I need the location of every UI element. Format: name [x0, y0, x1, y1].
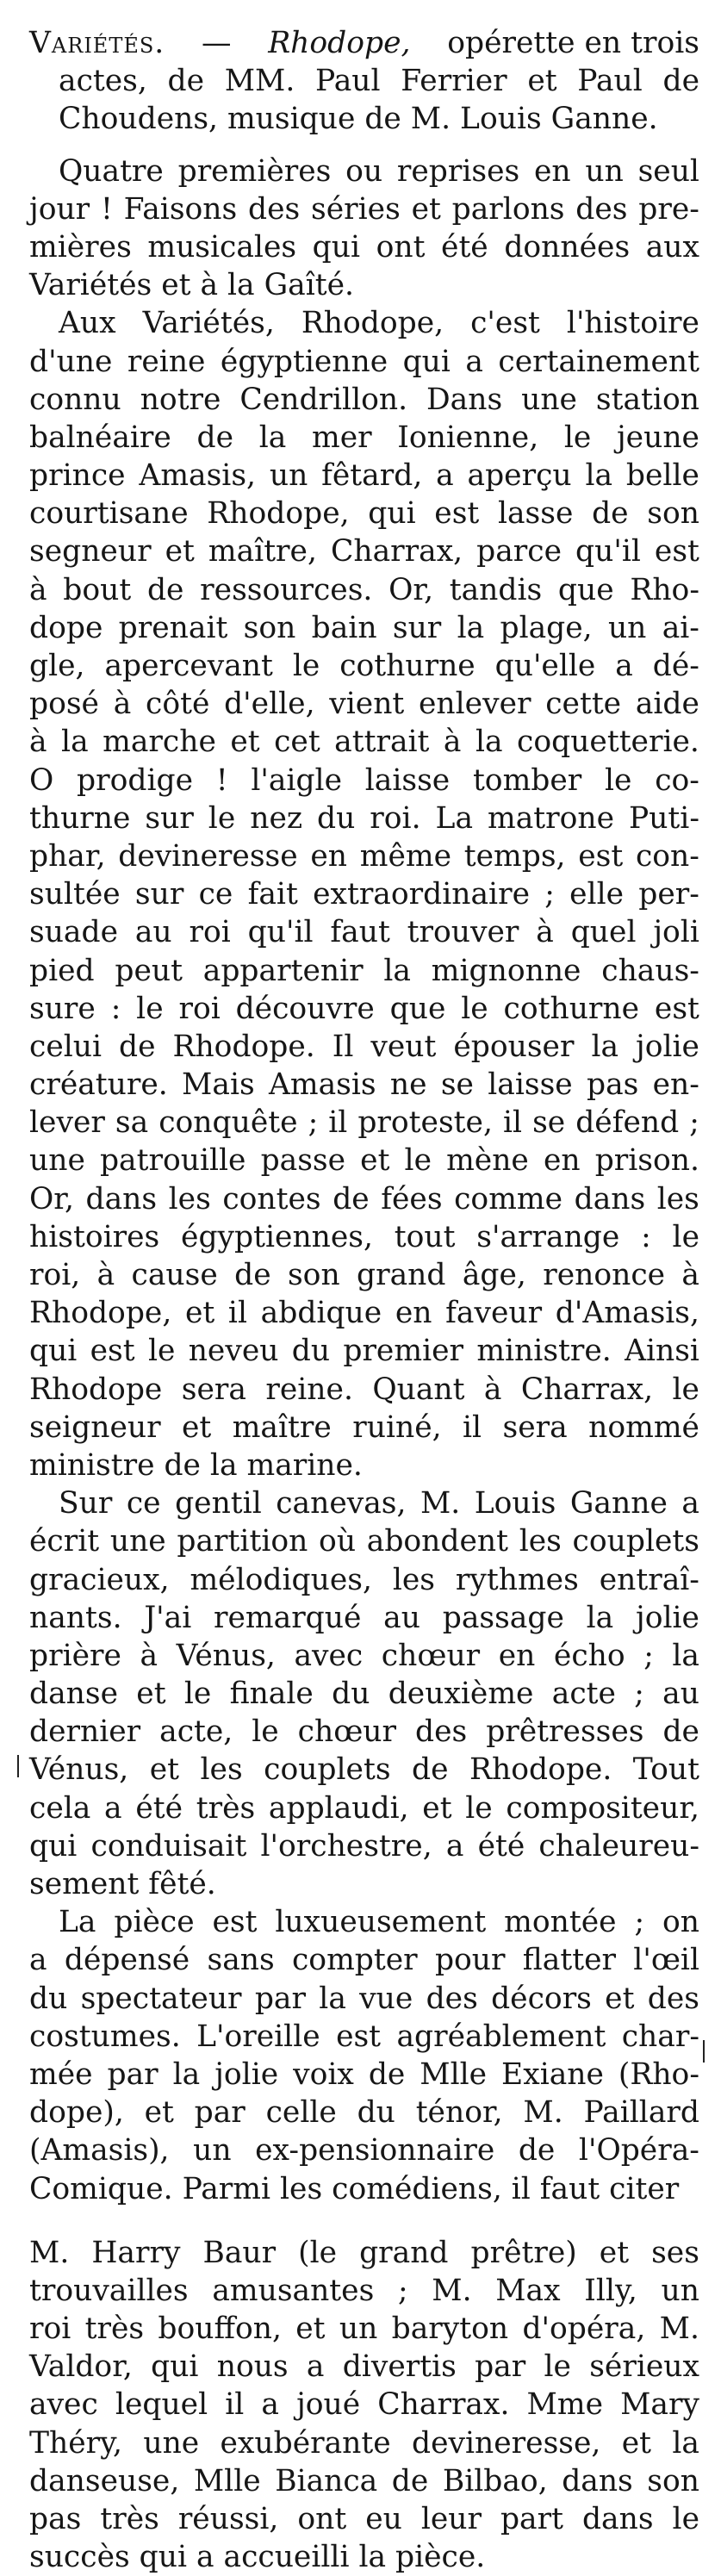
paragraph-4-line-4: costumes. L'oreille est agréablement char- [29, 2019, 699, 2054]
paragraph-2-line-20: celui de Rhodope. Il veut épouser la jolie [29, 1029, 699, 1064]
paragraph-5 [29, 2234, 699, 2576]
paragraph-2-line-27: Rhodope, et il abdique en faveur d'Amasis, [29, 1296, 699, 1331]
paragraph-2-line-1: Aux Variétés, Rhodope, c'est l'histoire [59, 306, 699, 341]
heading-line-2: actes, de MM. Paul Ferrier et Paul de [59, 64, 699, 99]
paragraph-2-line-29: Rhodope sera reine. Quant à Charrax, le [29, 1372, 699, 1407]
paragraph-3-line-5: prière à Vénus, avec chœur en écho ; la [29, 1638, 699, 1673]
paragraph-2-line-5: prince Amasis, un fêtard, a aperçu la belle [29, 458, 699, 494]
paragraph-3-line-1: Sur ce gentil canevas, M. Louis Ganne a [59, 1486, 699, 1521]
paragraph-2-line-7: segneur et maître, Charrax, parce qu'il est [29, 534, 699, 569]
paragraph-2-line-12: à la marche et cet attrait à la coquetterie. [29, 725, 699, 760]
paragraph-2-line-28: qui est le neveu du premier ministre. Ainsi [29, 1334, 699, 1369]
paragraph-5-line-2: trouvailles amusantes ; M. Max Illy, un [29, 2273, 699, 2308]
paragraph-2-line-10: gle, apercevant le cothurne qu'elle a dé- [29, 649, 699, 683]
paragraph-3-line-7: dernier acte, le chœur des prêtresses de [29, 1714, 699, 1750]
paragraph-1-line-2: jour ! Faisons des séries et parlons des pre- [29, 191, 699, 227]
paragraph-2-line-6: courtisane Rhodope, qui est lasse de son [29, 496, 699, 532]
article-heading [29, 24, 699, 139]
paragraph-5-line-7: danseuse, Mlle Bianca de Bilbao, dans son [29, 2463, 699, 2498]
heading-line-1-rest: opérette en trois [447, 26, 699, 60]
paragraph-4-line-5: mée par la jolie voix de Mlle Exiane (Rho- [29, 2056, 699, 2092]
paragraph-2-line-31: ministre de la marine. [29, 1447, 363, 1483]
paragraph-5-line-8: pas très réussi, ont eu leur part dans le [29, 2502, 699, 2536]
heading-line-3 [29, 100, 699, 138]
paragraph-2-line-30: seigneur et maître ruiné, il sera nommé [29, 1409, 699, 1445]
paragraph-2-line-26: roi, à cause de son grand âge, renonce à [29, 1258, 699, 1292]
paragraph-2-line-24: Or, dans les contes de fées comme dans les [29, 1181, 699, 1216]
paragraph-2-line-13: O prodige ! l'aigle laisse tomber le co- [29, 762, 699, 798]
paragraph-5-line-4: Valdor, qui nous a divertis par le sérieux [29, 2349, 699, 2385]
paragraph-1 [29, 152, 699, 305]
paragraph-4-line-2: a dépensé sans compter pour flatter l'œil [29, 1943, 699, 1978]
heading-line-1 [29, 24, 699, 62]
margin-mark-left [17, 1755, 19, 1777]
paragraph-5-line-6: Théry, une exubérante devineresse, et la [29, 2425, 699, 2461]
paragraph-4 [29, 1903, 699, 2208]
paragraph-2-line-18: pied peut appartenir la mignonne chaus- [29, 953, 699, 988]
rubric-label: Variétés. [29, 26, 165, 60]
paragraph-2-line-14: thurne sur le nez du roi. La matrone Puti- [29, 800, 699, 836]
paragraph-2-line-8: à bout de ressources. Or, tandis que Rho- [29, 572, 699, 607]
paragraph-5-line-3: roi très bouffon, et un baryton d'opéra, M. [29, 2312, 699, 2347]
paragraph-4-line-7: (Amasis), un ex-pensionnaire de l'Opéra- [29, 2133, 699, 2168]
paragraph-2-line-9: dope prenait son bain sur la plage, un ai- [29, 610, 699, 645]
margin-mark-right [703, 2040, 705, 2063]
paragraph-4-line-3: du spectateur par la vue des décors et des [29, 1981, 699, 2016]
heading-line-3-text: Choudens, musique de M. Louis Ganne. [59, 102, 658, 137]
paragraph-5-line-9: succès qui a accueilli la pièce. [29, 2540, 486, 2575]
paragraph-2-line-17: suade au roi qu'il faut trouver à quel joli [29, 915, 699, 950]
paragraph-1-line-4: Variétés et à la Gaîté. [29, 268, 354, 303]
paragraph-2-line-2: d'une reine égyptienne qui a certainement [29, 344, 699, 379]
paragraph-4-line-8: Comique. Parmi les comédiens, il faut citer [29, 2171, 680, 2206]
paragraph-2-line-15: phar, devineresse en même temps, est con- [29, 838, 699, 874]
paragraph-5-line-1: M. Harry Baur (le grand prêtre) et ses [29, 2235, 699, 2270]
paragraph-3 [29, 1484, 699, 1903]
paragraph-2-line-11: posé à côté d'elle, vient enlever cette aide [29, 687, 699, 722]
paragraph-3-line-3: gracieux, mélodiques, les rythmes entraî- [29, 1562, 699, 1597]
paragraph-2-line-3: connu notre Cendrillon. Dans une station [29, 382, 699, 417]
paragraph-2-line-25: histoires égyptiennes, tout s'arrange : le [29, 1219, 699, 1254]
work-title: Rhodope, [268, 26, 411, 60]
paragraph-3-line-6: danse et le finale du deuxième acte ; au [29, 1677, 699, 1712]
rubric-dash: — [201, 26, 232, 60]
paragraph-5-line-5: avec lequel il a joué Charrax. Mme Mary [29, 2387, 699, 2423]
paragraph-2-line-16: sultée sur ce fait extraordinaire ; elle per- [29, 877, 699, 912]
article-body [29, 152, 699, 2576]
paragraph-2 [29, 304, 699, 1484]
paragraph-3-line-11: sement fêté. [29, 1867, 216, 1901]
paragraph-3-line-9: cela a été très applaudi, et le compositeur, [29, 1790, 699, 1826]
paragraph-1-line-1: Quatre premières ou reprises en un seul [59, 153, 699, 189]
paragraph-3-line-4: nants. J'ai remarqué au passage la jolie [29, 1600, 699, 1635]
paragraph-3-line-10: qui conduisait l'orchestre, a été chaleureu- [29, 1828, 699, 1864]
paragraph-1-line-3: mières musicales qui ont été données aux [29, 229, 699, 264]
paragraph-3-line-8: Vénus, et les couplets de Rhodope. Tout [29, 1752, 699, 1788]
paragraph-4-line-6: dope), et par celle du ténor, M. Paillard [29, 2095, 699, 2131]
paragraph-3-line-2: écrit une partition où abondent les couplets [29, 1524, 699, 1559]
paragraph-4-line-1: La pièce est luxueusement montée ; on [59, 1905, 699, 1940]
paragraph-2-line-23: une patrouille passe et le mène en prison. [29, 1143, 699, 1179]
article-column [29, 24, 699, 2576]
paragraph-2-line-21: créature. Mais Amasis ne se laisse pas en- [29, 1067, 699, 1103]
paragraph-2-line-22: lever sa conquête ; il proteste, il se défend ; [29, 1105, 699, 1141]
paragraph-2-line-4: balnéaire de la mer Ionienne, le jeune [29, 420, 699, 455]
paragraph-2-line-19: sure : le roi découvre que le cothurne est [29, 991, 699, 1026]
